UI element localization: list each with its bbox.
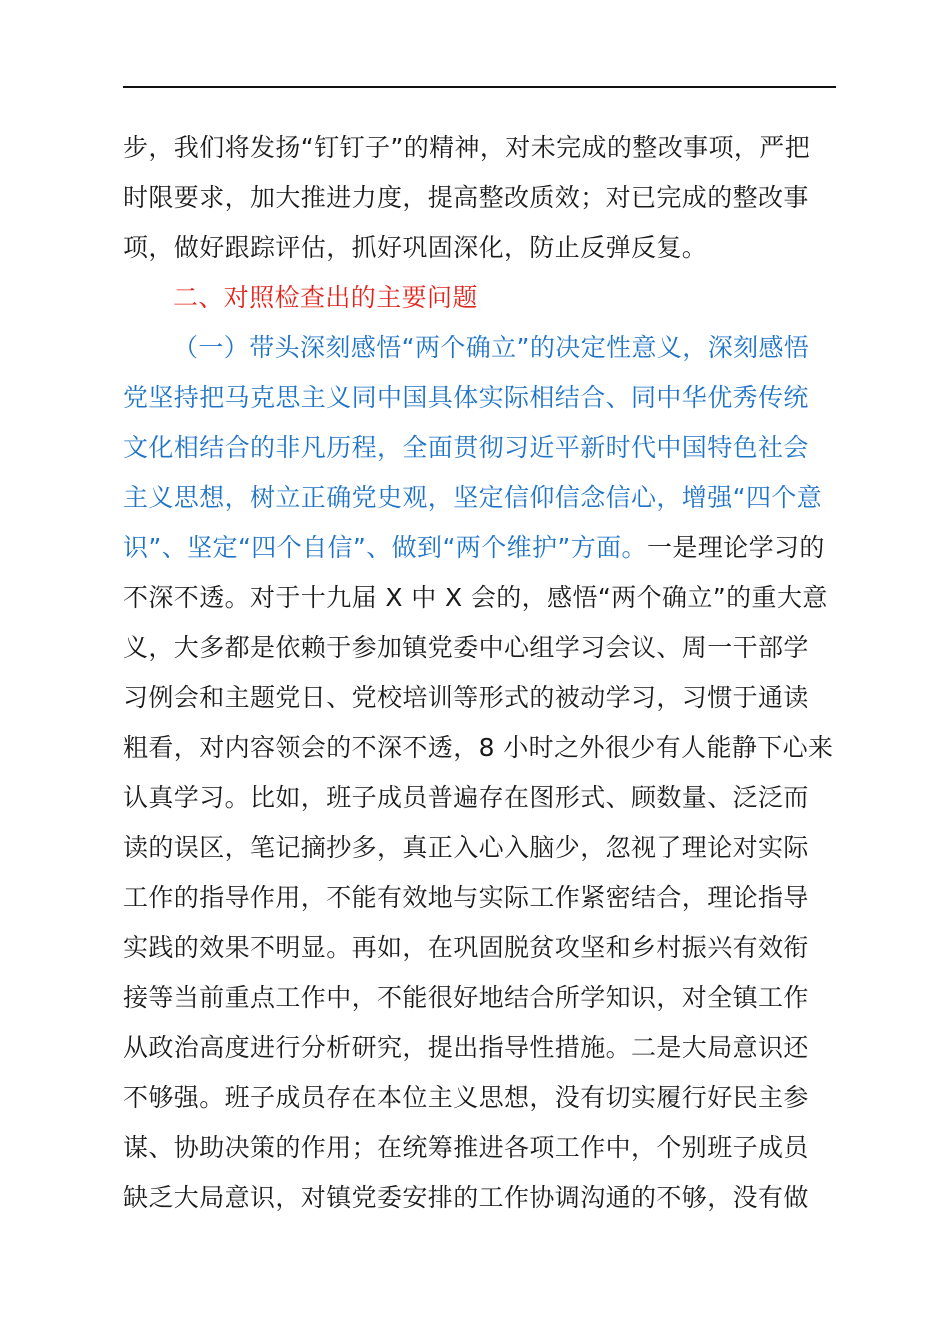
body-text: 工作的指导作用，不能有效地与实际工作紧密结合，理论指导 — [123, 883, 809, 912]
body-text: 习例会和主题党日、党校培训等形式的被动学习，习惯于通读 — [123, 683, 809, 712]
body-text: 不深不透。对于十九届 X 中 X 会的，感悟“两个确立”的重大意 — [123, 583, 828, 612]
body-text: 缺乏大局意识，对镇党委安排的工作协调沟通的不够，没有做 — [123, 1183, 809, 1212]
header-rule — [123, 86, 836, 88]
body-text: 从政治高度进行分析研究，提出指导性措施。二是大局意识还 — [123, 1033, 809, 1062]
section-heading: 二、对照检查出的主要问题 — [173, 283, 478, 312]
text-line — [123, 573, 843, 623]
text-line — [123, 773, 843, 823]
body-text: 时限要求，加大推进力度，提高整改质效；对已完成的整改事 — [123, 183, 809, 212]
text-line — [123, 1023, 843, 1073]
text-line — [123, 873, 843, 923]
text-line — [123, 923, 843, 973]
text-line — [123, 1123, 843, 1173]
text-line — [123, 423, 843, 473]
text-line — [123, 1073, 843, 1123]
body-text: 一是理论学习的 — [646, 533, 825, 562]
document-body — [123, 123, 843, 1223]
text-line — [123, 373, 843, 423]
subsection-heading: （一）带头深刻感悟“两个确立”的决定性意义，深刻感悟 — [173, 333, 810, 362]
body-text: 接等当前重点工作中，不能很好地结合所学知识，对全镇工作 — [123, 983, 809, 1012]
text-line — [123, 1173, 843, 1223]
text-line — [123, 973, 843, 1023]
text-line — [123, 173, 843, 223]
body-text: 谋、协助决策的作用；在统筹推进各项工作中，个别班子成员 — [123, 1133, 809, 1162]
text-line — [123, 723, 843, 773]
text-line — [123, 623, 843, 673]
text-line — [123, 523, 843, 573]
subsection-heading: 文化相结合的非凡历程，全面贯彻习近平新时代中国特色社会 — [123, 433, 809, 462]
subsection-heading: 识”、坚定“四个自信”、做到“两个维护”方面。 — [123, 533, 647, 562]
subsection-heading: 主义思想，树立正确党史观，坚定信仰信念信心，增强“四个意 — [123, 483, 823, 512]
body-text: 不够强。班子成员存在本位主义思想，没有切实履行好民主参 — [123, 1083, 809, 1112]
body-text: 粗看，对内容领会的不深不透，8 小时之外很少有人能静下心来 — [123, 733, 834, 762]
body-text: 义，大多都是依赖于参加镇党委中心组学习会议、周一干部学 — [123, 633, 809, 662]
text-line — [123, 123, 843, 173]
body-text: 步，我们将发扬“钉钉子”的精神，对未完成的整改事项，严把 — [123, 133, 811, 162]
body-text: 项，做好跟踪评估，抓好巩固深化，防止反弹反复。 — [123, 233, 708, 262]
text-line — [123, 273, 843, 323]
text-line — [123, 223, 843, 273]
body-text: 认真学习。比如，班子成员普遍存在图形式、顾数量、泛泛而 — [123, 783, 809, 812]
text-line — [123, 473, 843, 523]
body-text: 读的误区，笔记摘抄多，真正入心入脑少，忽视了理论对实际 — [123, 833, 809, 862]
text-line — [123, 673, 843, 723]
subsection-heading: 党坚持把马克思主义同中国具体实际相结合、同中华优秀传统 — [123, 383, 809, 412]
text-line — [123, 823, 843, 873]
text-line — [123, 323, 843, 373]
body-text: 实践的效果不明显。再如，在巩固脱贫攻坚和乡村振兴有效衔 — [123, 933, 809, 962]
